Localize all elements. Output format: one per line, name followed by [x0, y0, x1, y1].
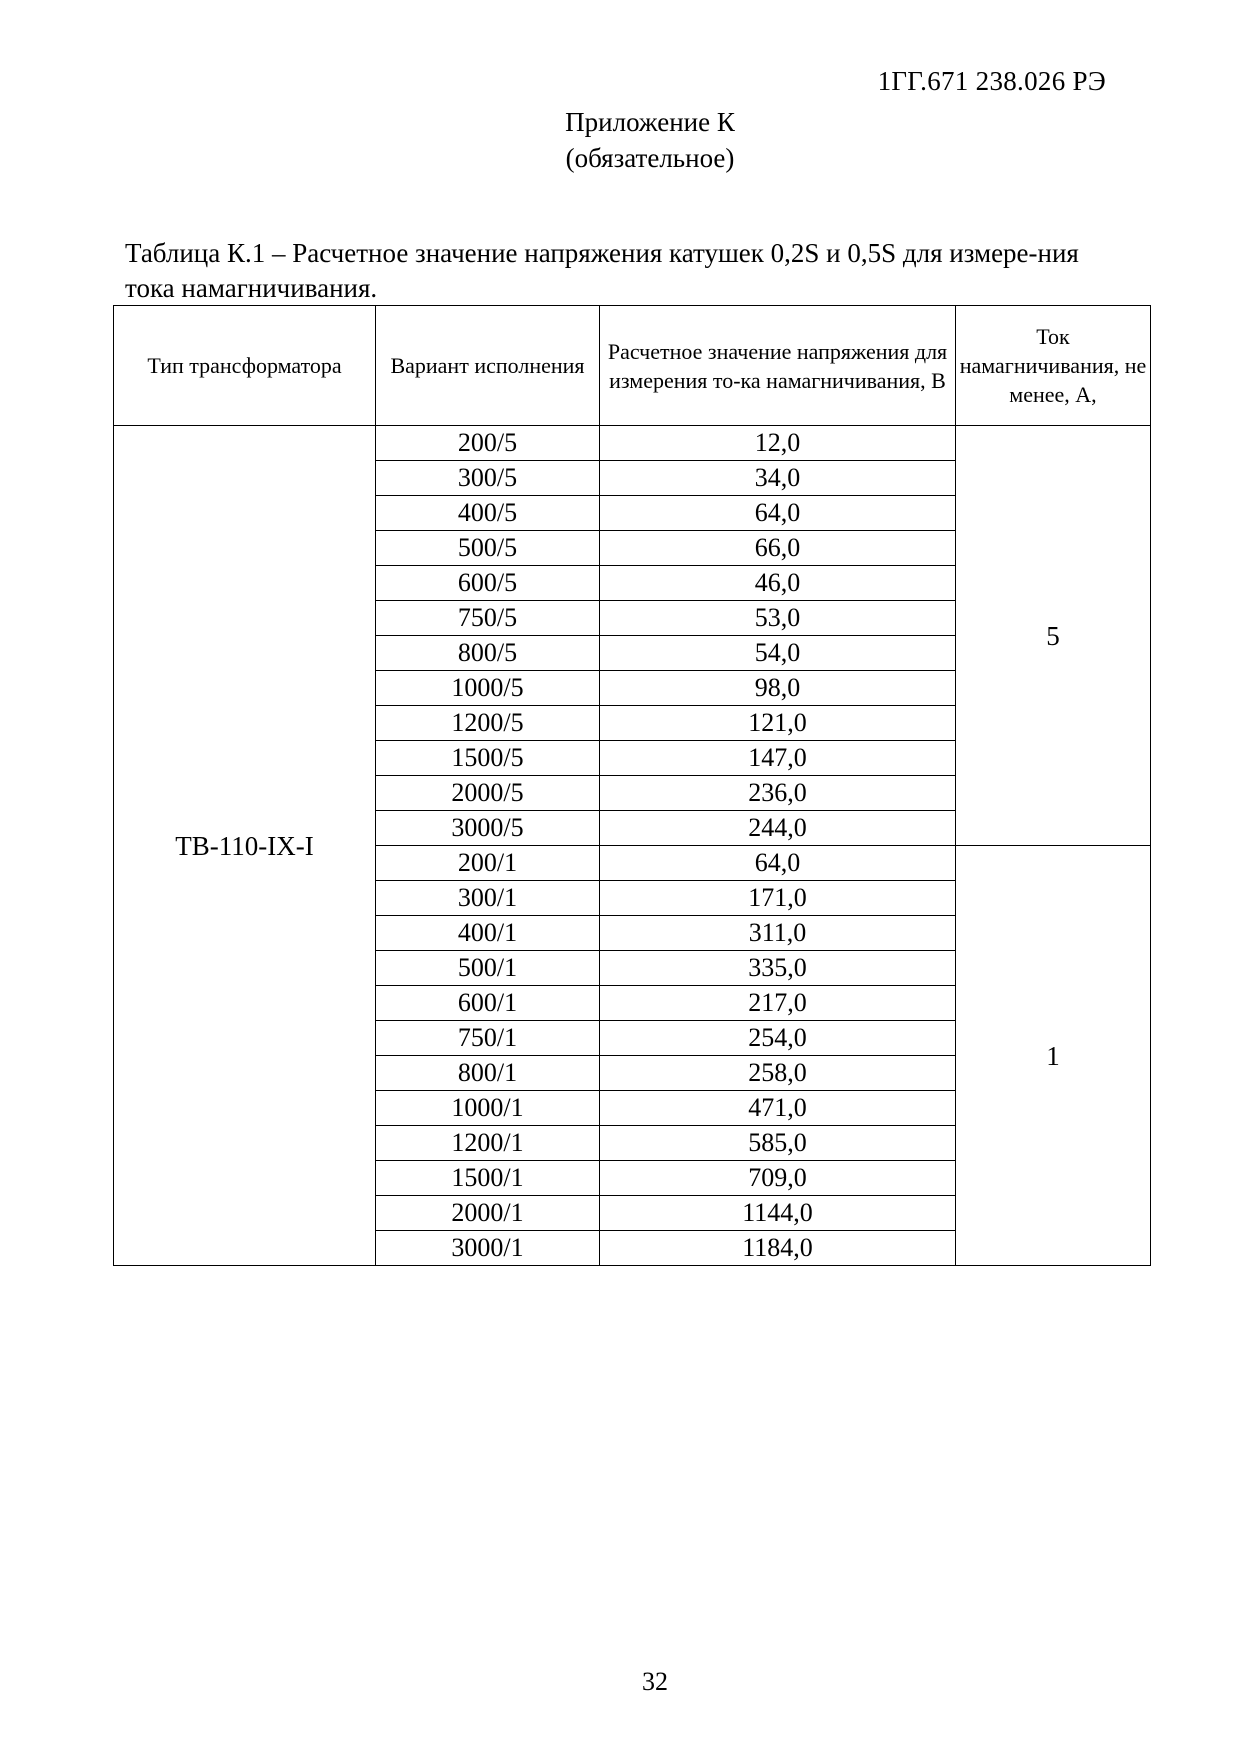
document-code: 1ГГ.671 238.026 РЭ: [877, 66, 1106, 96]
cell-variant: 1200/1: [376, 1126, 600, 1161]
cell-variant: 750/5: [376, 601, 600, 636]
cell-variant: 200/5: [376, 426, 600, 461]
cell-variant: 800/5: [376, 636, 600, 671]
cell-voltage: 1144,0: [600, 1196, 956, 1231]
appendix-subtitle: (обязательное): [565, 143, 735, 173]
cell-variant: 1500/1: [376, 1161, 600, 1196]
cell-variant: 400/5: [376, 496, 600, 531]
table-body: [114, 426, 1151, 1266]
cell-variant: 1000/1: [376, 1091, 600, 1126]
cell-voltage: 471,0: [600, 1091, 956, 1126]
table-header-row: [114, 306, 1151, 426]
cell-voltage: 147,0: [600, 741, 956, 776]
header-current: Ток намагничивания, не менее, А,: [956, 306, 1151, 426]
cell-magnetizing-current: 5: [956, 426, 1151, 846]
cell-variant: 400/1: [376, 916, 600, 951]
cell-magnetizing-current: 1: [956, 846, 1151, 1266]
cell-voltage: 64,0: [600, 496, 956, 531]
cell-variant: 500/1: [376, 951, 600, 986]
cell-variant: 1000/5: [376, 671, 600, 706]
cell-variant: 200/1: [376, 846, 600, 881]
appendix-title: Приложение К: [565, 107, 735, 137]
cell-voltage: 335,0: [600, 951, 956, 986]
cell-voltage: 64,0: [600, 846, 956, 881]
cell-voltage: 98,0: [600, 671, 956, 706]
appendix-heading: [0, 104, 1241, 176]
cell-voltage: 236,0: [600, 776, 956, 811]
table-row: [114, 426, 1151, 461]
cell-voltage: 12,0: [600, 426, 956, 461]
cell-voltage: 121,0: [600, 706, 956, 741]
cell-voltage: 311,0: [600, 916, 956, 951]
cell-voltage: 254,0: [600, 1021, 956, 1056]
page-number: 32: [642, 1667, 668, 1696]
cell-variant: 3000/5: [376, 811, 600, 846]
cell-variant: 1500/5: [376, 741, 600, 776]
magnetizing-voltage-table: [113, 305, 1151, 1266]
header-variant: Вариант исполнения: [376, 306, 600, 426]
cell-variant: 500/5: [376, 531, 600, 566]
table-caption: Таблица К.1 – Расчетное значение напряжения катушек 0,2S и 0,5S для измере-ния тока намагничивания.: [125, 238, 1079, 303]
cell-voltage: 53,0: [600, 601, 956, 636]
cell-voltage: 244,0: [600, 811, 956, 846]
cell-variant: 800/1: [376, 1056, 600, 1091]
cell-variant: 300/5: [376, 461, 600, 496]
cell-variant: 2000/5: [376, 776, 600, 811]
cell-variant: 300/1: [376, 881, 600, 916]
header-transformer-type: Тип трансформатора: [114, 306, 376, 426]
cell-voltage: 258,0: [600, 1056, 956, 1091]
cell-variant: 3000/1: [376, 1231, 600, 1266]
cell-voltage: 171,0: [600, 881, 956, 916]
cell-voltage: 585,0: [600, 1126, 956, 1161]
cell-voltage: 34,0: [600, 461, 956, 496]
cell-variant: 2000/1: [376, 1196, 600, 1231]
cell-variant: 750/1: [376, 1021, 600, 1056]
cell-voltage: 709,0: [600, 1161, 956, 1196]
cell-variant: 1200/5: [376, 706, 600, 741]
cell-voltage: 66,0: [600, 531, 956, 566]
cell-variant: 600/1: [376, 986, 600, 1021]
cell-voltage: 217,0: [600, 986, 956, 1021]
cell-voltage: 46,0: [600, 566, 956, 601]
cell-voltage: 54,0: [600, 636, 956, 671]
header-voltage: Расчетное значение напряжения для измерения то-ка намагничивания, В: [600, 306, 956, 426]
cell-voltage: 1184,0: [600, 1231, 956, 1266]
cell-variant: 600/5: [376, 566, 600, 601]
cell-transformer-type: ТВ-110-IX-I: [114, 426, 376, 1266]
